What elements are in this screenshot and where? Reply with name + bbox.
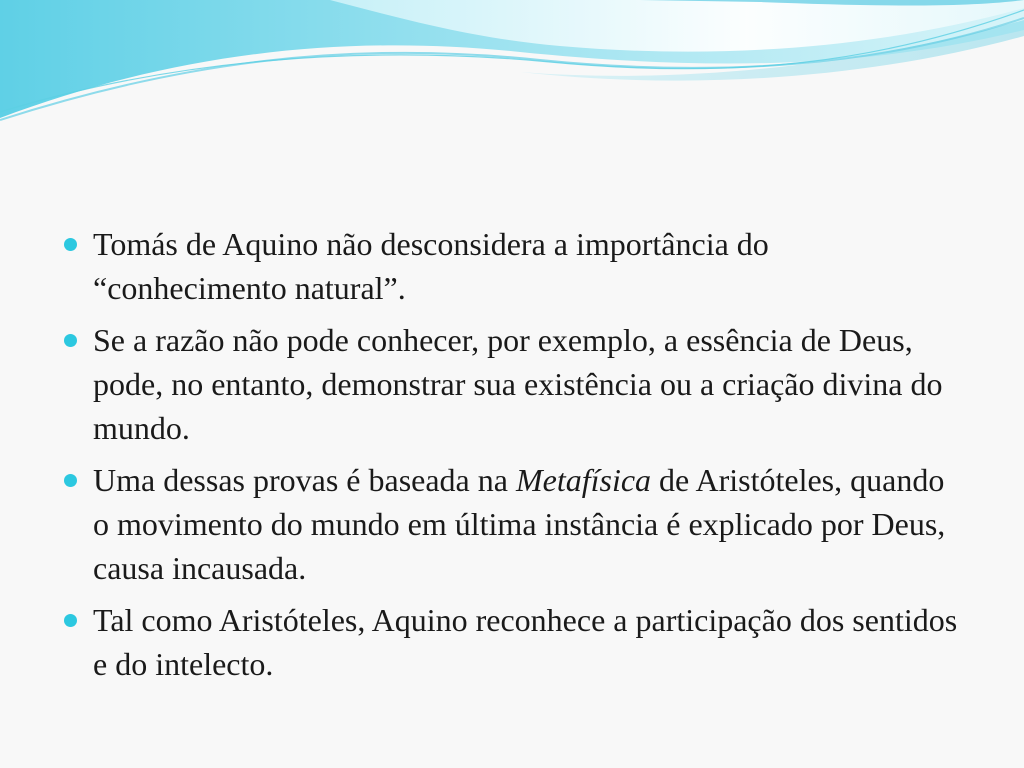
bullet-circle-icon [64,614,77,627]
bullet-text: Tomás de Aquino não desconsidera a importância do “conhecimento natural”. [93,226,769,306]
bullet-item [64,222,964,310]
bullet-text-before: Uma dessas provas é baseada na [93,462,516,498]
bullet-circle-icon [64,474,77,487]
bullet-emphasis: Metafísica [515,462,652,498]
bullet-item [64,318,964,450]
bullet-circle-icon [64,334,77,347]
slide-body [64,222,964,694]
bullet-circle-icon [64,238,77,251]
bullet-text-after: de Aristóteles, quando o movimento do mundo em última instância é explicado por Deus, causa incausada. [93,462,946,586]
bullet-item [64,598,964,686]
bullet-item [64,458,964,590]
bullet-text: Se a razão não pode conhecer, por exemplo, a essência de Deus, pode, no entanto, demonstrar sua existência ou a criação divina do mundo. [93,322,943,446]
header-wave-decoration [0,0,1024,140]
bullet-list [64,222,964,686]
bullet-text: Tal como Aristóteles, Aquino reconhece a participação dos sentidos e do intelecto. [93,602,958,682]
